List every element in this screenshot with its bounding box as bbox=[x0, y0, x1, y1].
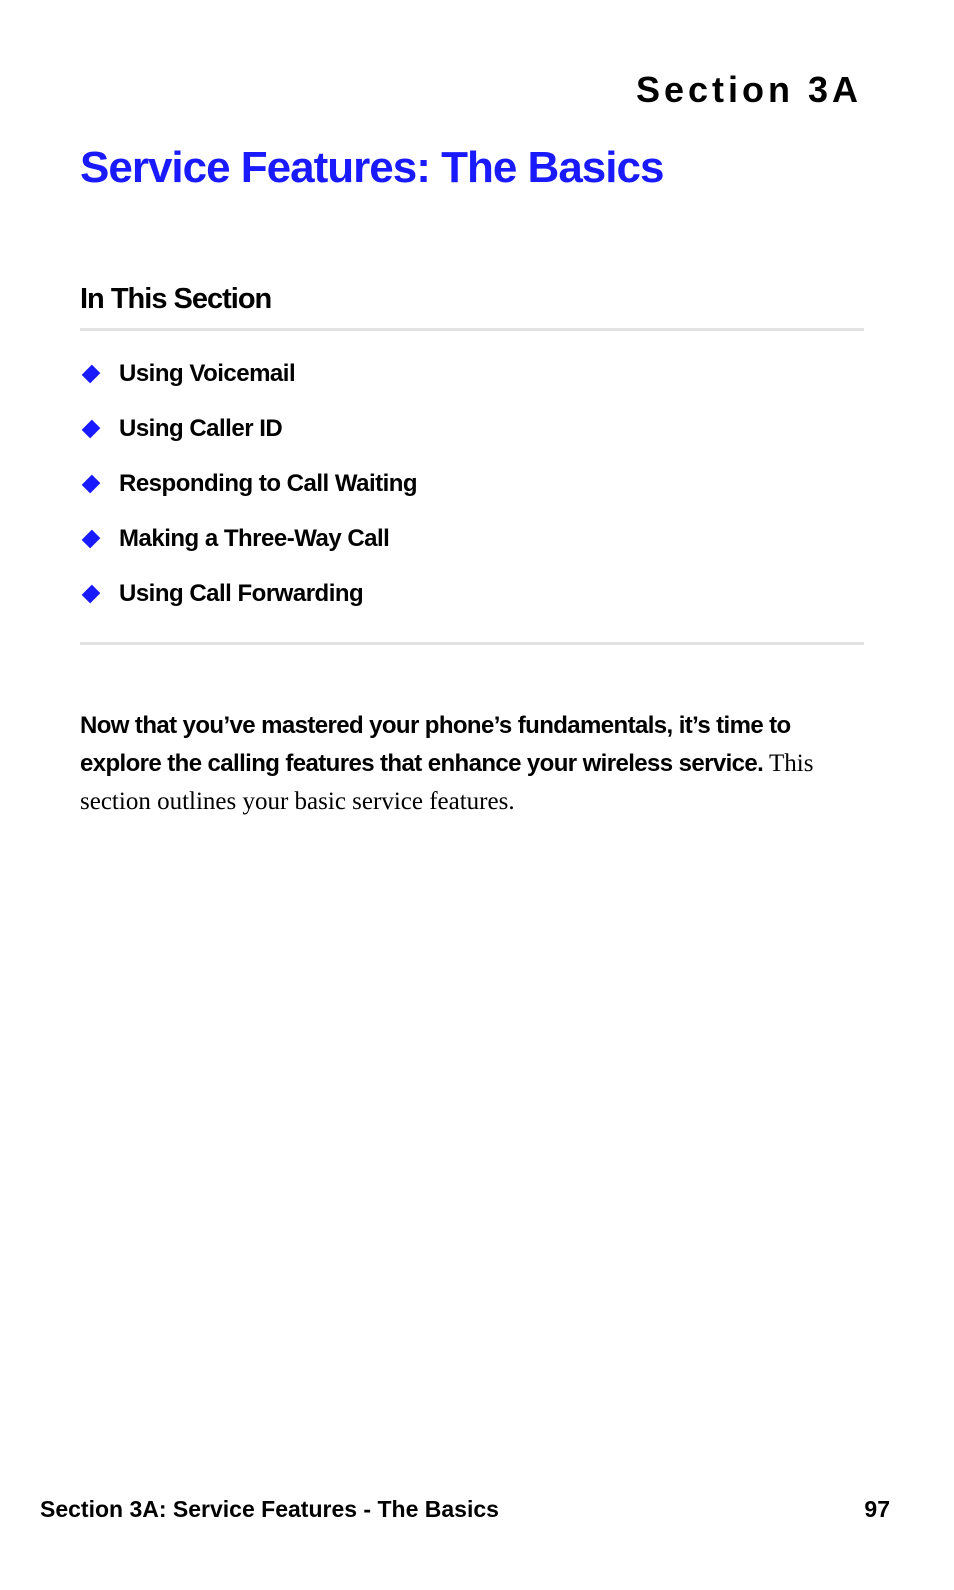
list-item bbox=[80, 566, 417, 621]
diamond-bullet-icon bbox=[82, 584, 101, 603]
list-item bbox=[80, 401, 417, 456]
page-footer bbox=[40, 1494, 890, 1524]
list-item bbox=[80, 346, 417, 401]
footer-running-title: Section 3A: Service Features - The Basics bbox=[40, 1496, 499, 1522]
list-item-label: Using Voicemail bbox=[119, 359, 296, 387]
list-item bbox=[80, 456, 417, 511]
top-divider bbox=[80, 328, 864, 331]
diamond-bullet-icon bbox=[82, 364, 101, 383]
intro-paragraph bbox=[80, 707, 870, 821]
page-title: Service Features: The Basics bbox=[80, 143, 664, 192]
list-item-label: Using Caller ID bbox=[119, 414, 283, 442]
section-contents-list bbox=[80, 346, 417, 621]
list-item-label: Using Call Forwarding bbox=[119, 579, 364, 607]
bottom-divider bbox=[80, 642, 864, 645]
diamond-bullet-icon bbox=[82, 474, 101, 493]
intro-regular-text: This section outlines your basic service features. bbox=[80, 750, 814, 815]
list-item-label: Making a Three-Way Call bbox=[119, 524, 390, 552]
in-this-section-heading: In This Section bbox=[80, 283, 272, 315]
list-item-label: Responding to Call Waiting bbox=[119, 469, 418, 497]
diamond-bullet-icon bbox=[82, 529, 101, 548]
page-number: 97 bbox=[864, 1496, 890, 1522]
diamond-bullet-icon bbox=[82, 419, 101, 438]
intro-bold-text: Now that you’ve mastered your phone’s fundamentals, it’s time to explore the calling features that enhance your wireless service. bbox=[80, 712, 791, 777]
list-item bbox=[80, 511, 417, 566]
section-label: Section 3A bbox=[635, 69, 862, 110]
